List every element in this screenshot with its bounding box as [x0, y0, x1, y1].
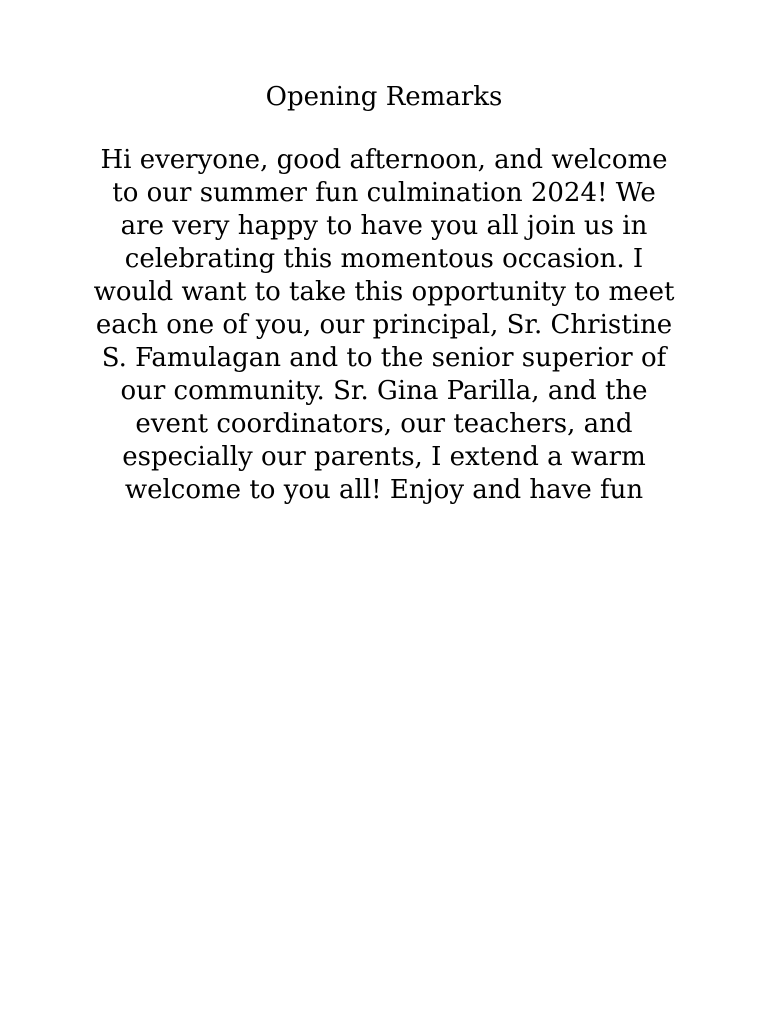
paragraph-line: each one of you, our principal, Sr. Christine [95, 310, 673, 340]
opening-remarks-paragraph [90, 144, 678, 507]
paragraph-line: to our summer fun culmination 2024! We [112, 178, 656, 208]
paragraph-line: would want to take this opportunity to meet [93, 277, 675, 307]
paragraph-line: especially our parents, I extend a warm [122, 442, 646, 472]
document-title: Opening Remarks [265, 82, 503, 112]
paragraph-line: S. Famulagan and to the senior superior of [101, 343, 667, 373]
paragraph-line: celebrating this momentous occasion. I [124, 244, 644, 274]
paragraph-line: Hi everyone, good afternoon, and welcome [100, 145, 668, 175]
paragraph-line: are very happy to have you all join us in [120, 211, 648, 241]
paragraph-line: welcome to you all! Enjoy and have fun [124, 475, 644, 505]
paragraph-line: our community. Sr. Gina Parilla, and the [120, 376, 648, 406]
paragraph-line: event coordinators, our teachers, and [135, 409, 633, 439]
